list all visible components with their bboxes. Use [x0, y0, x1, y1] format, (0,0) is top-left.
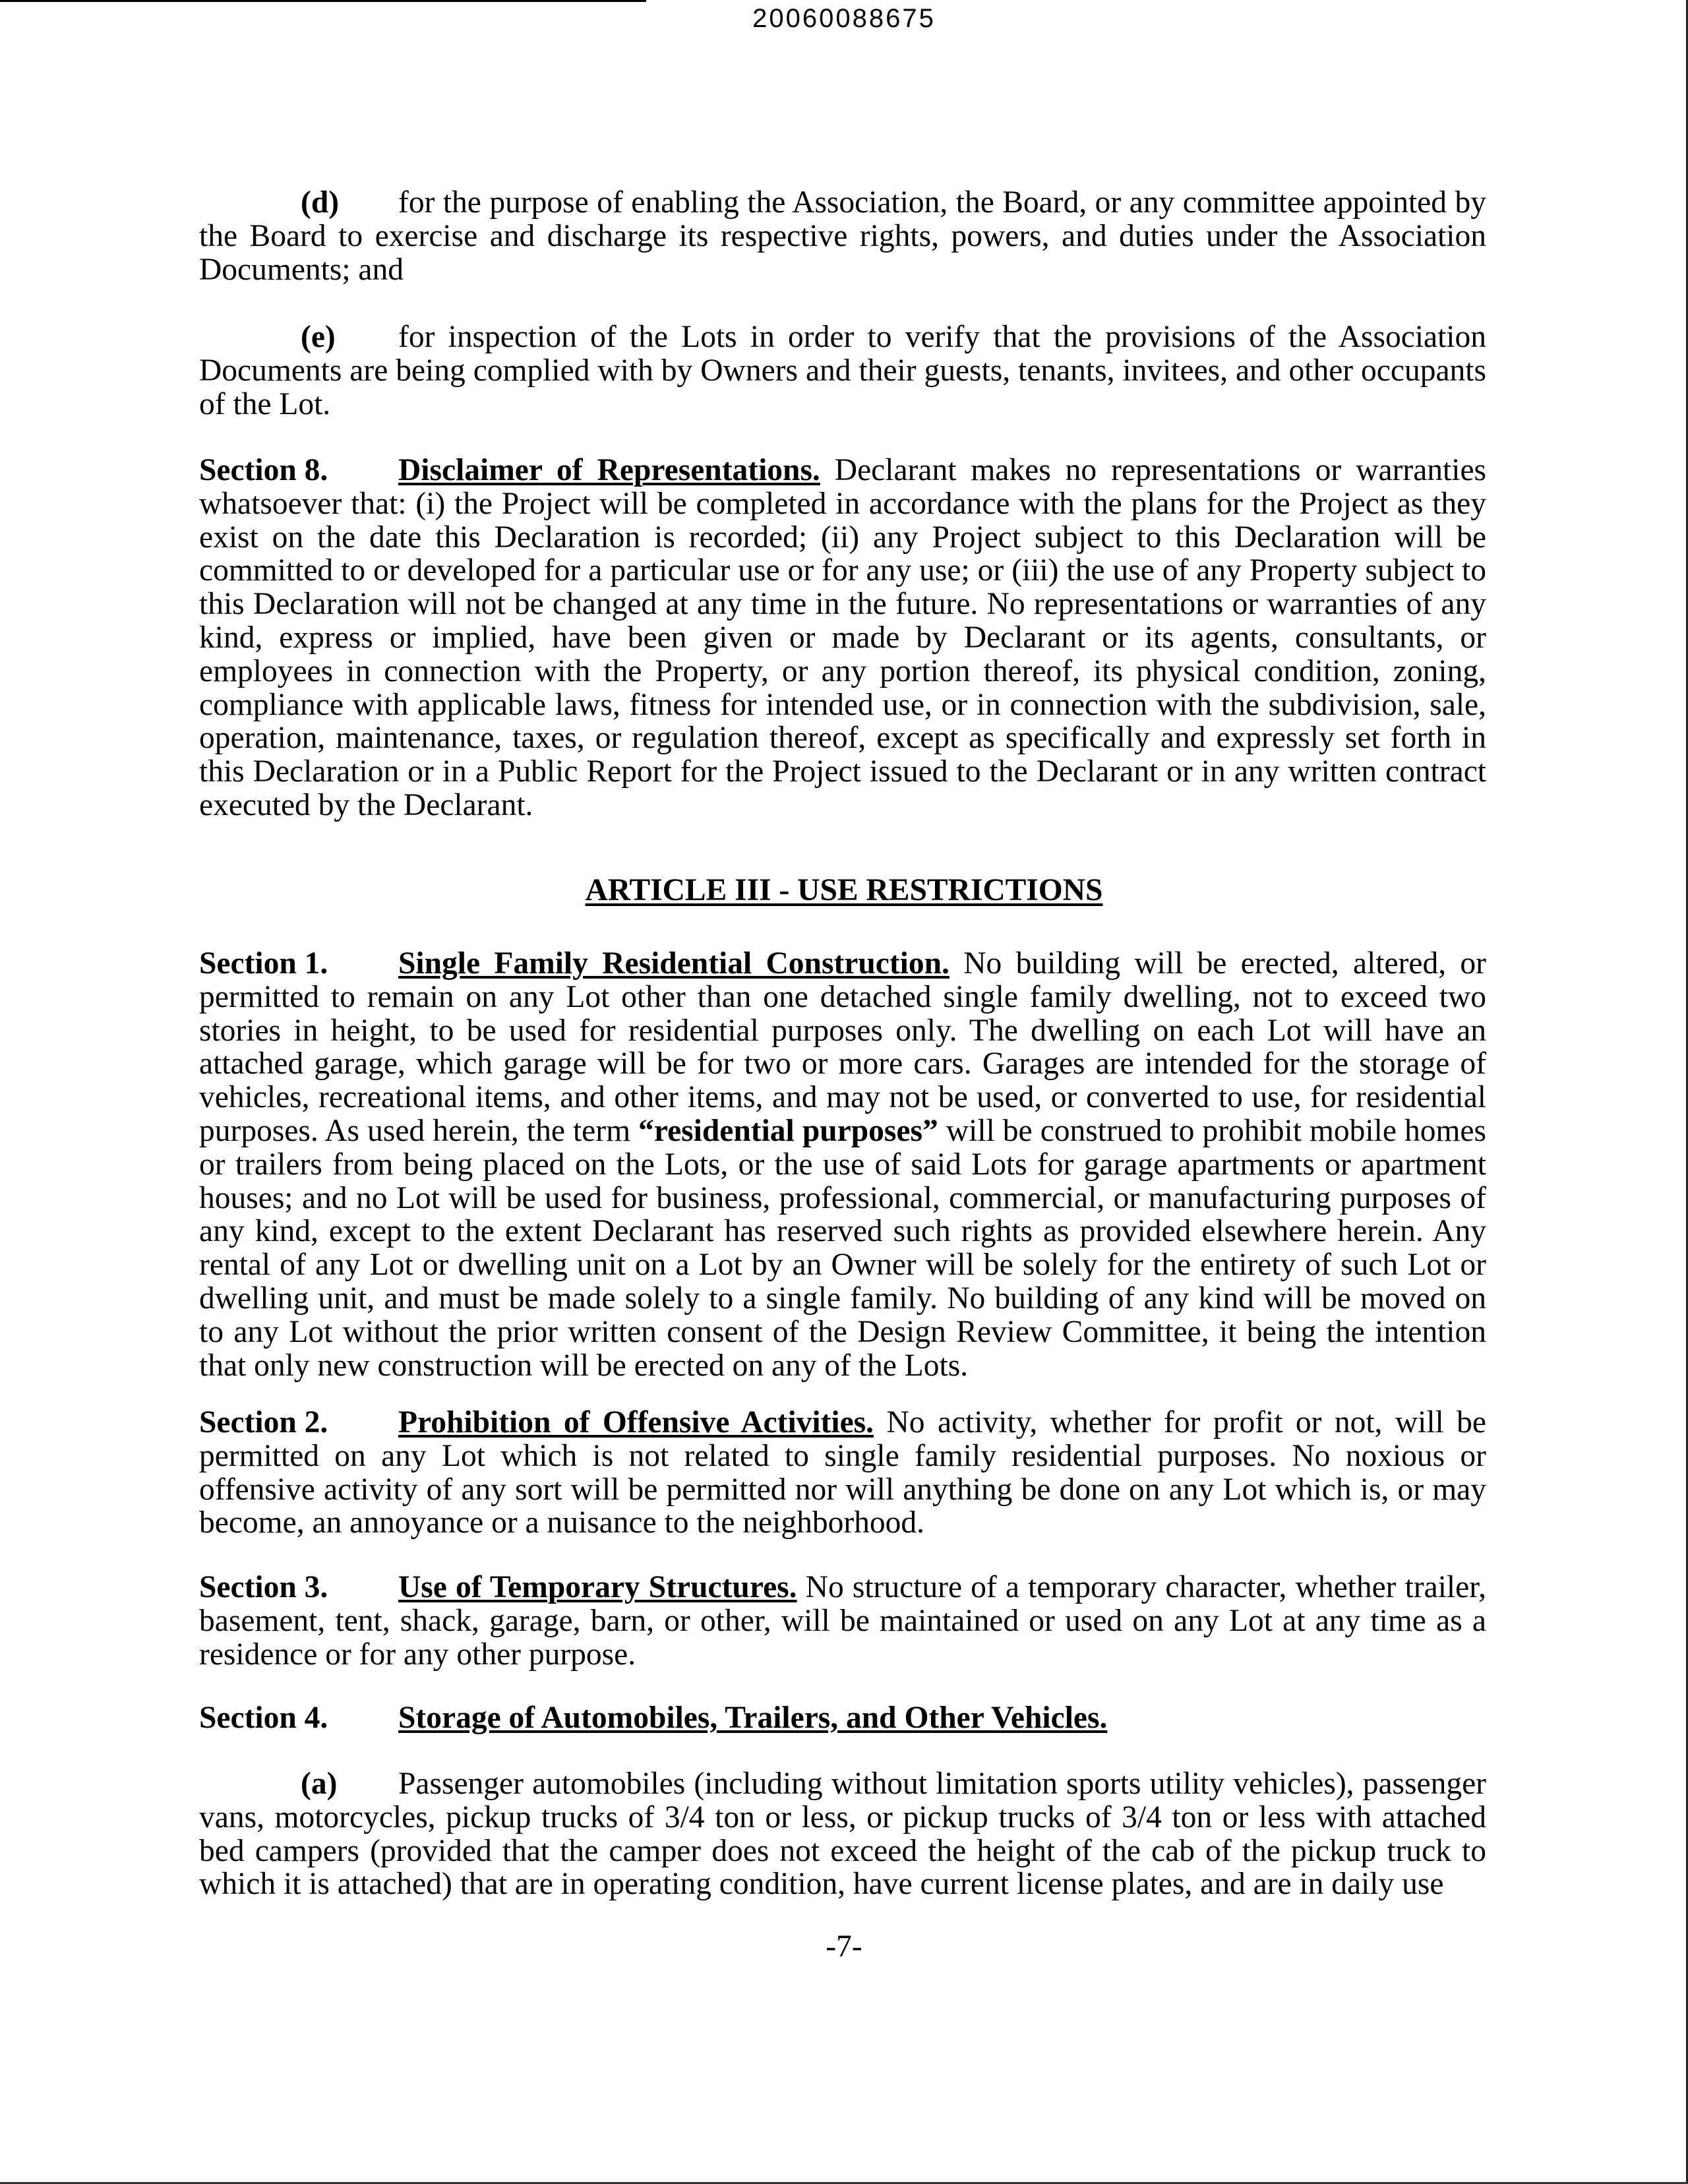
section-3 [199, 1571, 1486, 1671]
section-1-defined-term: “residential purposes” [638, 1113, 938, 1148]
section-2-title: Prohibition of Offensive Activities. [398, 1405, 874, 1440]
section-3-title: Use of Temporary Structures. [398, 1570, 797, 1604]
section-2-heading: Section 2. [199, 1405, 328, 1440]
section-1 [199, 947, 1486, 1382]
section-3-heading: Section 3. [199, 1570, 328, 1604]
section-1-heading: Section 1. [199, 946, 328, 981]
section-8-title: Disclaimer of Representations. [398, 453, 820, 487]
section-1-text-before: No building will be erected, altered, or permitted to remain on any Lot other than one detached single family dwelling, not to exceed two stories in height, to be used for residential purposes only. The dwelling on each Lot will have an attached garage, which garage will be for two or more cars. Garages are intended for the storage of vehicles, recreational items, and other items, and may not be used, or converted to use, for residential purposes. As used herein, the term [199, 946, 1487, 1148]
article-heading: ARTICLE III - USE RESTRICTIONS [585, 873, 1103, 907]
section-1-text-after: will be construed to prohibit mobile homes or trailers from being placed on the Lots, or the use of said Lots for garage apartments or apartment houses; and no Lot will be used for business, professional, commercial, or manufacturing purposes of any kind, except to the extent Declarant has reserved such rights as provided elsewhere herein. Any rental of any Lot or dwelling unit on a Lot by an Owner will be solely for the entirety of such Lot or dwelling unit, and must be made solely to a single family. No building of any kind will be moved on to any Lot without the prior written consent of the Design Review Committee, it being the intention that only new construction will be erected on any of the Lots. [199, 1113, 1487, 1383]
document-number: 20060088675 [752, 4, 936, 33]
paragraph-e-label: (e) [301, 320, 336, 354]
section-8-heading: Section 8. [199, 453, 328, 487]
top-rule [0, 0, 646, 2]
paragraph-d-label: (d) [301, 185, 340, 220]
section-8 [199, 454, 1486, 822]
section-2 [199, 1406, 1486, 1540]
paragraph-4a-text: Passenger automobiles (including without limitation sports utility vehicles), passenger vans, motorcycles, pickup trucks of 3/4 ton or less, or pickup trucks of 3/4 ton or less with attached bed campers (provided that the camper does not exceed the height of the cab of the pickup truck to which it is attached) that are in operating condition, have current license plates, and are in daily use [199, 1767, 1486, 1902]
section-8-text: Declarant makes no representations or warranties whatsoever that: (i) the Project will be completed in accordance with the plans for the Project as they exist on the date this Declaration is recorded; (ii) any Project subject to this Declaration will be committed to or developed for a particular use or for any use; or (iii) the use of any Property subject to this Declaration will not be changed at any time in the future. No representations or warranties of any kind, express or implied, have been given or made by Declarant or its agents, consultants, or employees in connection with the Property, or any portion thereof, its physical condition, zoning, compliance with applicable laws, fitness for intended use, or in connection with the subdivision, sale, operation, maintenance, taxes, or regulation thereof, except as specifically and expressly set forth in this Declaration or in a Public Report for the Project issued to the Declarant or in any written contract executed by the Declarant. [199, 453, 1487, 822]
section-4-heading: Section 4. [199, 1701, 328, 1735]
section-3-text: No structure of a temporary character, whether trailer, basement, tent, shack, garage, barn, or other, will be maintained or used on any Lot at any time as a residence or for any other purpose. [199, 1570, 1486, 1672]
section-1-title: Single Family Residential Construction. [398, 946, 950, 981]
page-number: -7- [826, 1929, 862, 1964]
paragraph-e [199, 320, 1486, 421]
paragraph-4a-label: (a) [301, 1767, 338, 1801]
paragraph-d-text: for the purpose of enabling the Association, the Board, or any committee appointed by the Board to exercise and discharge its respective rights, powers, and duties under the Association Documents; and [199, 185, 1486, 287]
paragraph-d [199, 186, 1486, 286]
paragraph-4a [199, 1767, 1486, 1901]
section-4 [199, 1701, 1486, 1735]
section-2-text: No activity, whether for profit or not, will be permitted on any Lot which is not related to single family residential purposes. No noxious or offensive activity of any sort will be permitted nor will anything be done on any Lot which is, or may become, an annoyance or a nuisance to the neighborhood. [199, 1405, 1486, 1540]
paragraph-e-text: for inspection of the Lots in order to verify that the provisions of the Association Documents are being complied with by Owners and their guests, tenants, invitees, and other occupants of the Lot. [199, 320, 1486, 421]
section-4-title: Storage of Automobiles, Trailers, and Other Vehicles. [398, 1701, 1108, 1735]
